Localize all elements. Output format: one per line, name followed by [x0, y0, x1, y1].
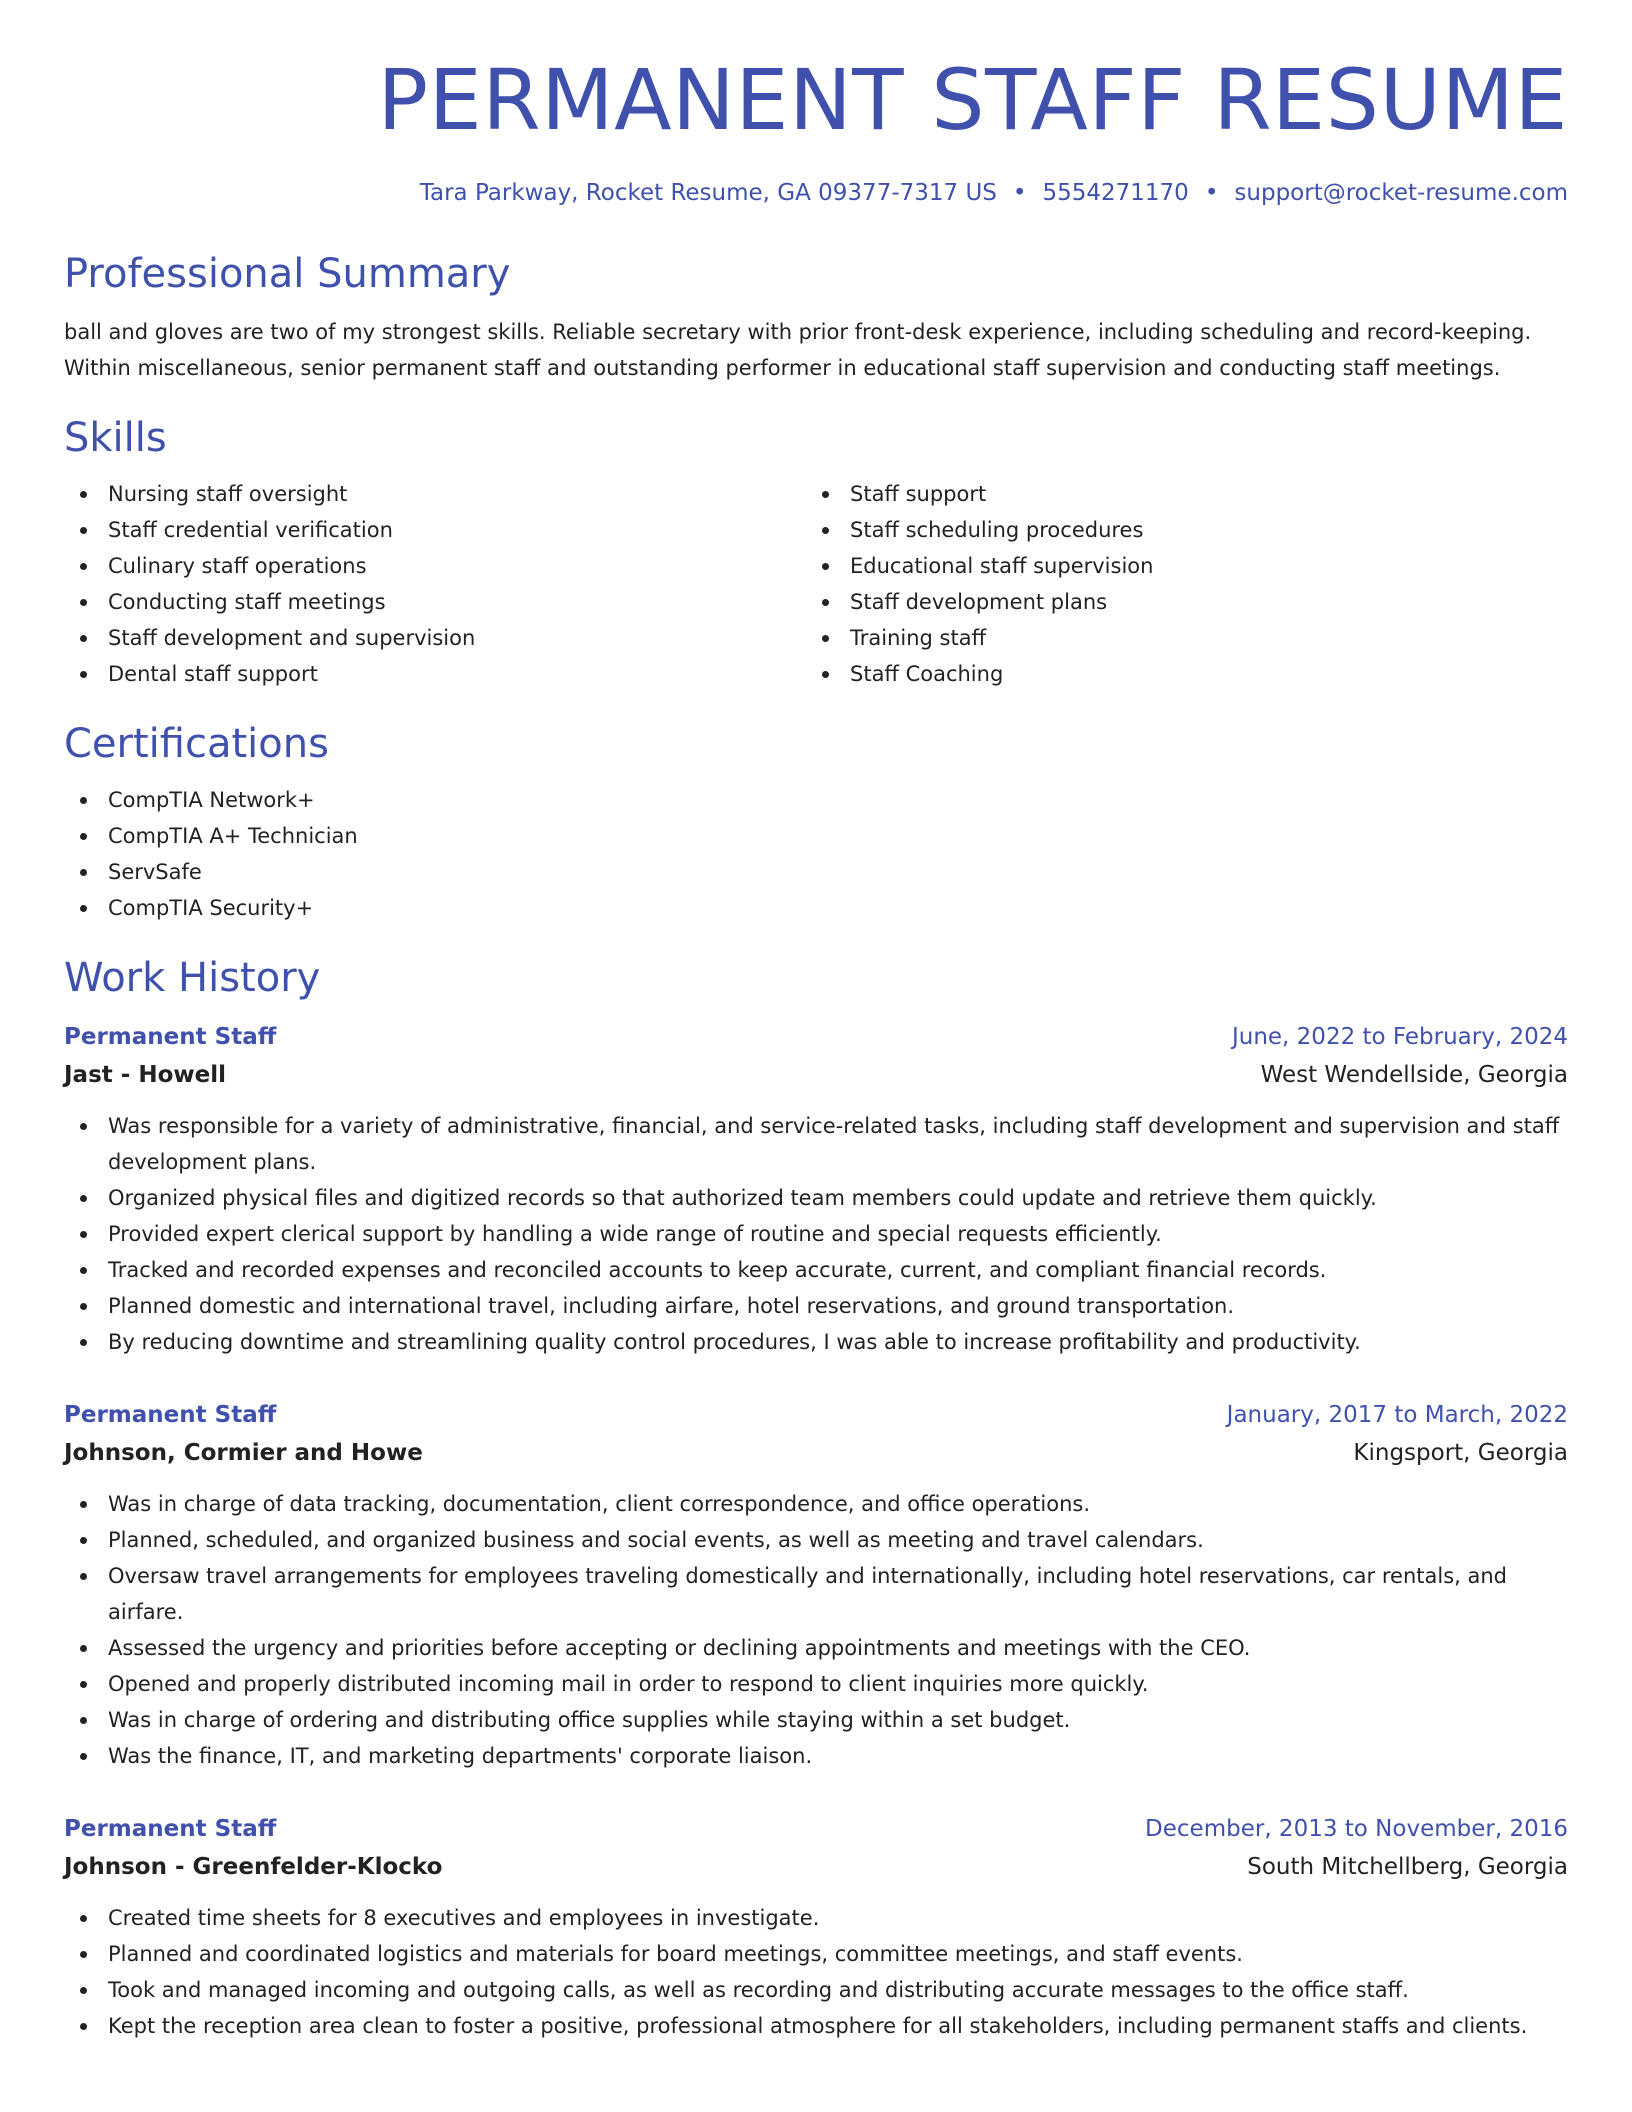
job-bullet: Kept the reception area clean to foster a positive, professional atmosphere for all stakeholders, including permanent staffs and clients.	[64, 2008, 1568, 2044]
job-bullet: Was responsible for a variety of administrative, financial, and service-related tasks, including staff development and supervision and staff development plans.	[64, 1108, 1568, 1180]
skills-list-right	[806, 476, 1548, 692]
summary-text: ball and gloves are two of my strongest skills. Reliable secretary with prior front-desk experience, including scheduling and record-keeping. Within miscellaneous, senior permanent staff and outstanding performer in educational staff supervision and conducting staff meetings.	[64, 320, 1532, 380]
job-company: Johnson, Cormier and Howe	[64, 1440, 423, 1466]
skill-item: Nursing staff oversight	[64, 476, 806, 512]
job-bullet: Took and managed incoming and outgoing calls, as well as recording and distributing accurate messages to the office staff.	[64, 1972, 1568, 2008]
job-bullet: Created time sheets for 8 executives and employees in investigate.	[64, 1900, 1568, 1936]
summary-heading: Professional Summary	[64, 251, 511, 297]
job-bullet: Assessed the urgency and priorities before accepting or declining appointments and meetings with the CEO.	[64, 1630, 1568, 1666]
job-header-row	[64, 1018, 1568, 1056]
job-bullets	[64, 1486, 1568, 1774]
certifications-list	[64, 782, 1568, 926]
contact-email[interactable]: support@rocket-resume.com	[1234, 180, 1568, 206]
job-company: Jast - Howell	[64, 1062, 226, 1088]
skill-item: Culinary staff operations	[64, 548, 806, 584]
job-bullets	[64, 1900, 1568, 2044]
job-company: Johnson - Greenfelder-Klocko	[64, 1854, 443, 1880]
skill-item: Educational staff supervision	[806, 548, 1548, 584]
skills-heading: Skills	[64, 415, 167, 461]
contact-phone[interactable]: 5554271170	[1042, 180, 1189, 206]
job-bullet: Was in charge of ordering and distributing office supplies while staying within a set budget.	[64, 1702, 1568, 1738]
contact-address: Tara Parkway, Rocket Resume, GA 09377-7317 US	[419, 180, 997, 206]
job-bullet: Was in charge of data tracking, documentation, client correspondence, and office operations.	[64, 1486, 1568, 1522]
job-title: Permanent Staff	[64, 1024, 277, 1050]
skills-list-left	[64, 476, 806, 692]
job-location: West Wendellside, Georgia	[1260, 1062, 1568, 1088]
skill-item: Staff support	[806, 476, 1548, 512]
skill-item: Staff credential verification	[64, 512, 806, 548]
job-dates: December, 2013 to November, 2016	[1145, 1816, 1568, 1842]
job-bullet: Planned domestic and international travel, including airfare, hotel reservations, and ground transportation.	[64, 1288, 1568, 1324]
job-bullet: By reducing downtime and streamlining quality control procedures, I was able to increase profitability and productivity.	[64, 1324, 1568, 1360]
job-bullet: Provided expert clerical support by handling a wide range of routine and special requests efficiently.	[64, 1216, 1568, 1252]
job-header-row	[64, 1396, 1568, 1434]
skill-item: Conducting staff meetings	[64, 584, 806, 620]
job-bullet: Opened and properly distributed incoming mail in order to respond to client inquiries more quickly.	[64, 1666, 1568, 1702]
job-bullet: Was the finance, IT, and marketing departments' corporate liaison.	[64, 1738, 1568, 1774]
job-location: Kingsport, Georgia	[1353, 1440, 1568, 1466]
job-bullet: Planned and coordinated logistics and materials for board meetings, committee meetings, and staff events.	[64, 1936, 1568, 1972]
job-title: Permanent Staff	[64, 1816, 277, 1842]
job-company-row	[64, 1434, 1568, 1472]
job-bullet: Organized physical files and digitized records so that authorized team members could update and retrieve them quickly.	[64, 1180, 1568, 1216]
resume-title: PERMANENT STAFF RESUME	[377, 51, 1568, 149]
job-bullet: Planned, scheduled, and organized business and social events, as well as meeting and travel calendars.	[64, 1522, 1568, 1558]
job-bullet: Oversaw travel arrangements for employees traveling domestically and internationally, including hotel reservations, car rentals, and airfare.	[64, 1558, 1568, 1630]
skill-item: Staff Coaching	[806, 656, 1548, 692]
job-entry	[64, 1810, 1568, 2044]
job-location: South Mitchellberg, Georgia	[1247, 1854, 1568, 1880]
skill-item: Staff development plans	[806, 584, 1548, 620]
job-title: Permanent Staff	[64, 1402, 277, 1428]
skill-item: Dental staff support	[64, 656, 806, 692]
job-dates: June, 2022 to February, 2024	[1231, 1024, 1568, 1050]
job-entry	[64, 1396, 1568, 1774]
certifications-heading: Certifications	[64, 721, 329, 767]
skill-item: Staff scheduling procedures	[806, 512, 1548, 548]
skill-item: Staff development and supervision	[64, 620, 806, 656]
job-bullet: Tracked and recorded expenses and reconciled accounts to keep accurate, current, and compliant financial records.	[64, 1252, 1568, 1288]
job-header-row	[64, 1810, 1568, 1848]
certification-item: CompTIA Security+	[64, 890, 1568, 926]
skills-grid	[64, 476, 1568, 692]
certification-item: CompTIA A+ Technician	[64, 818, 1568, 854]
job-entry	[64, 1018, 1568, 1360]
certification-item: CompTIA Network+	[64, 782, 1568, 818]
job-dates: January, 2017 to March, 2022	[1226, 1402, 1568, 1428]
certification-item: ServSafe	[64, 854, 1568, 890]
contact-line	[64, 178, 1568, 208]
job-company-row	[64, 1848, 1568, 1886]
work-history-heading: Work History	[64, 955, 321, 1001]
skill-item: Training staff	[806, 620, 1548, 656]
job-company-row	[64, 1056, 1568, 1094]
job-bullets	[64, 1108, 1568, 1360]
resume-page	[64, 0, 1568, 2044]
contact-separator: •	[1204, 180, 1219, 206]
contact-separator: •	[1012, 180, 1027, 206]
